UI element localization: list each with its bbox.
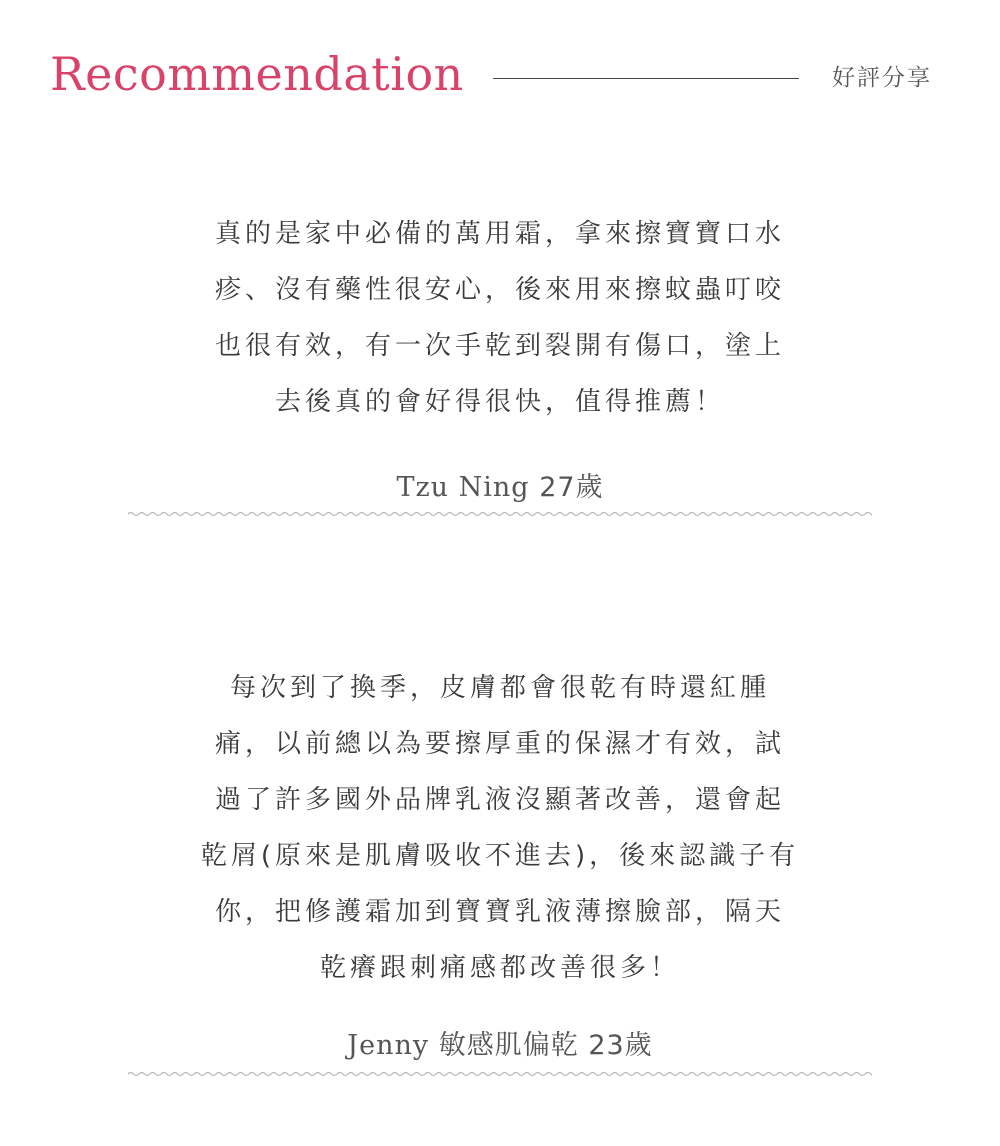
review-line: 你，把修護霜加到寶寶乳液薄擦臉部，隔天 — [214, 897, 785, 927]
reviewer-name: Jenny — [347, 1030, 430, 1061]
review-line: 真的是家中必備的萬用霜，拿來擦寶寶口水 — [214, 219, 785, 249]
review-line: 每次到了換季，皮膚都會很乾有時還紅腫 — [229, 673, 770, 703]
reviewer-age: 27歲 — [539, 472, 604, 503]
reviewer-detail: 敏感肌偏乾 — [438, 1030, 579, 1061]
wave-divider — [128, 1068, 872, 1080]
wave-divider — [128, 508, 872, 520]
review-text — [170, 206, 830, 430]
review-line: 痛，以前總以為要擦厚重的保濕才有效，試 — [214, 729, 785, 759]
header-rule — [493, 78, 799, 79]
review-card-1 — [170, 206, 830, 503]
reviewer-info — [170, 1026, 830, 1066]
review-line: 乾癢跟刺痛感都改善很多！ — [319, 953, 680, 983]
review-line: 也很有效，有一次手乾到裂開有傷口，塗上 — [214, 331, 785, 361]
review-text — [170, 660, 830, 996]
page-subtitle: 好評分享 — [832, 65, 932, 91]
review-line: 過了許多國外品牌乳液沒顯著改善，還會起 — [214, 785, 785, 815]
page-title: Recommendation — [50, 47, 464, 101]
reviewer-name: Tzu Ning — [396, 472, 530, 503]
page-header — [0, 0, 1000, 150]
review-line: 疹、沒有藥性很安心，後來用來擦蚊蟲叮咬 — [214, 275, 785, 305]
review-line: 乾屑(原來是肌膚吸收不進去)，後來認識子有 — [200, 841, 800, 871]
review-line: 去後真的會好得很快，值得推薦！ — [274, 387, 725, 417]
reviewer-age: 23歲 — [588, 1030, 653, 1061]
review-card-2 — [170, 660, 830, 1061]
reviewer-info — [170, 468, 830, 508]
